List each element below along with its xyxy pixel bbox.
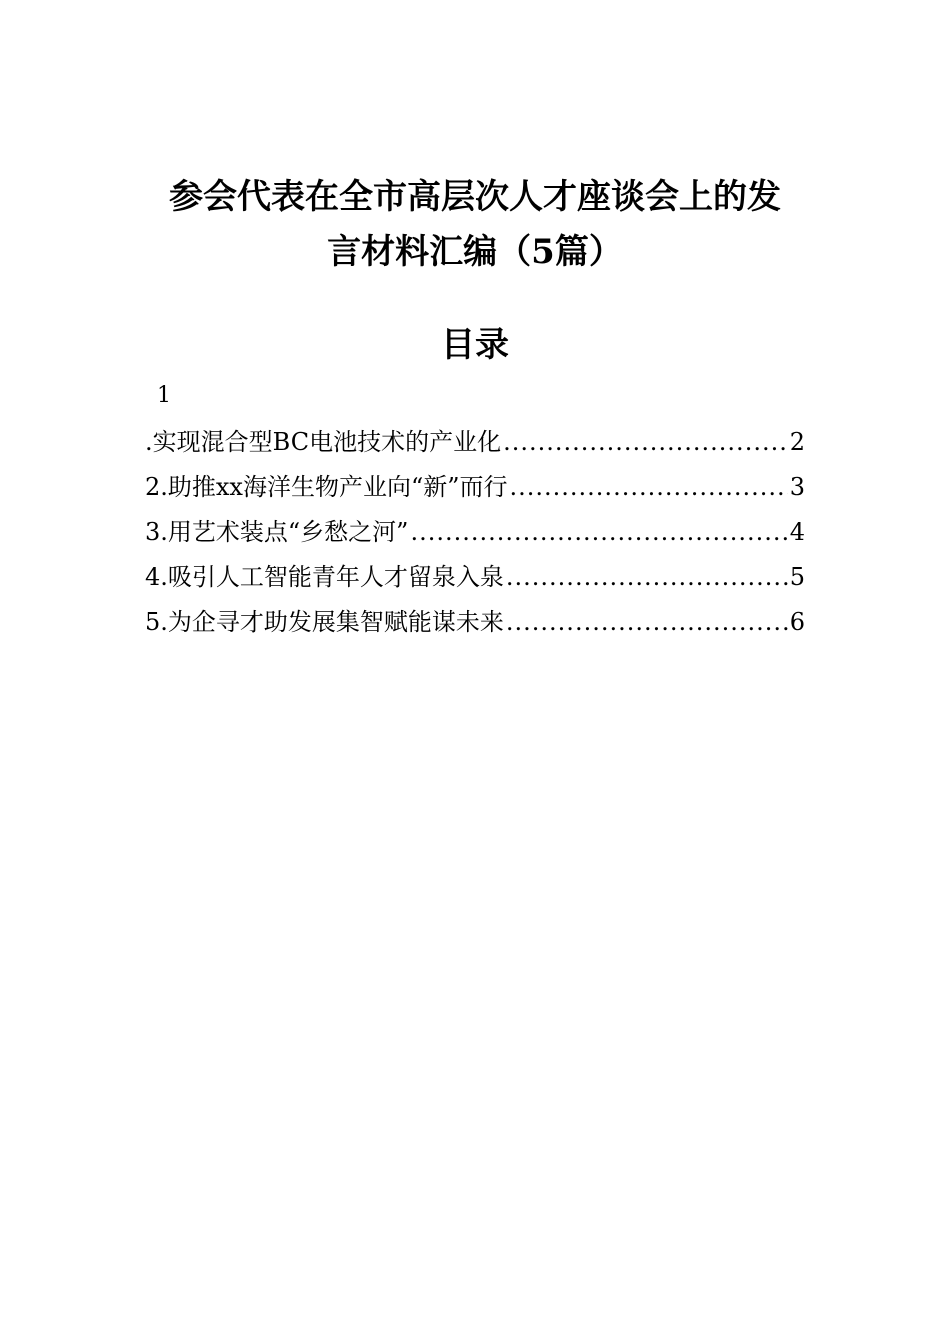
toc-entry-title: 2.助推xx海洋生物产业向“新”而行	[145, 473, 508, 501]
toc-page-number: 5	[789, 563, 805, 591]
toc-entry-title: .实现混合型BC电池技术的产业化	[145, 428, 502, 456]
toc-dot-leader	[506, 600, 788, 645]
toc-entry-number: 1	[157, 383, 171, 408]
toc-entry-3[interactable]	[145, 510, 805, 555]
toc-entry-2[interactable]	[145, 465, 805, 510]
table-of-contents	[145, 420, 805, 645]
toc-dot-leader	[510, 465, 788, 510]
toc-entry-1[interactable]	[145, 420, 805, 465]
document-title-line-2: 言材料汇编（5篇）	[327, 232, 623, 272]
toc-entry-5[interactable]	[145, 600, 805, 645]
toc-page-number: 3	[789, 473, 805, 501]
toc-entry-title: 4.吸引人工智能青年人才留泉入泉	[145, 563, 504, 591]
document-title	[140, 170, 810, 280]
toc-page-number: 4	[789, 518, 805, 546]
toc-dot-leader	[506, 555, 788, 600]
toc-dot-leader	[410, 510, 787, 555]
document-title-line-1: 参会代表在全市高层次人才座谈会上的发	[169, 177, 781, 217]
toc-entry-title: 3.用艺术装点“乡愁之河”	[145, 518, 409, 546]
toc-dot-leader	[503, 420, 788, 465]
toc-page-number: 6	[789, 608, 805, 636]
toc-page-number: 2	[789, 428, 805, 456]
toc-heading: 目录	[441, 325, 509, 365]
toc-entry-4[interactable]	[145, 555, 805, 600]
toc-entry-title: 5.为企寻才助发展集智赋能谋未来	[145, 608, 504, 636]
